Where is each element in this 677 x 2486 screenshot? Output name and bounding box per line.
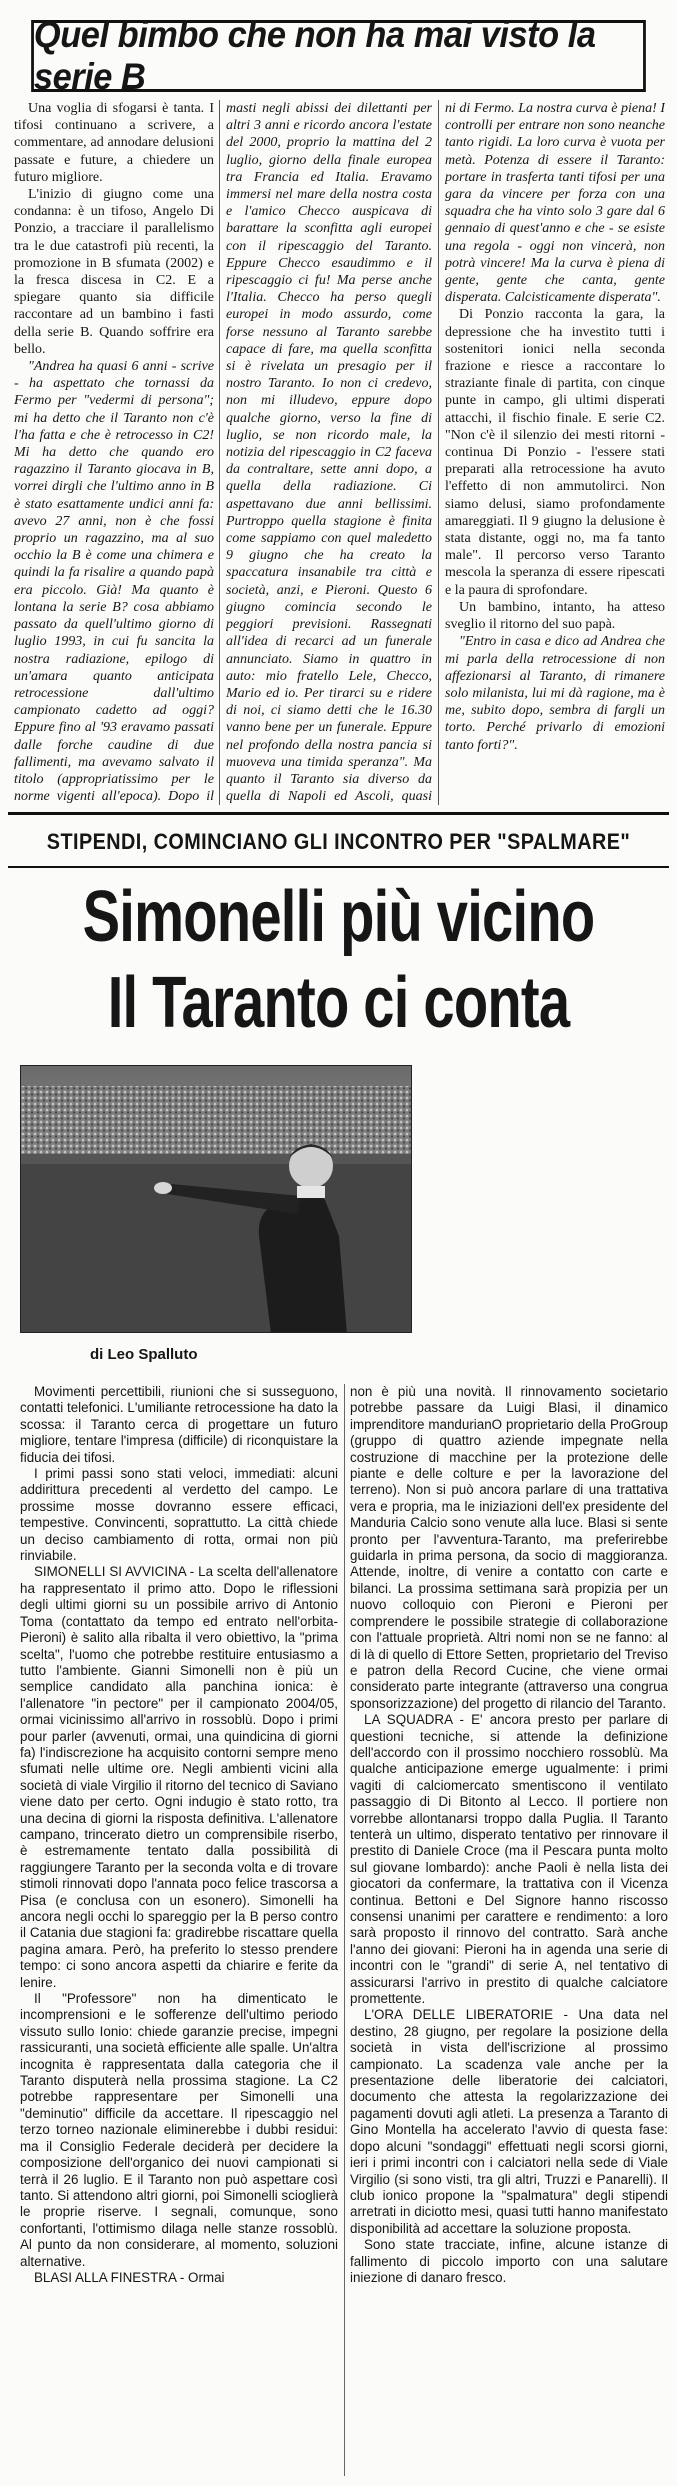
photo-coach-pointing-icon [21,1066,412,1333]
article2-headline [8,874,669,1046]
paragraph: L'ORA DELLE LIBERATORIE - Una data nel destino, 28 giugno, per regolare la posizione della società in vista dell'iscrizione al prossimo campionato. La scadenza vale anche per la presentazione delle liberatorie dei calciatori, documento che attesta la regolarizzazione dei pagamenti dovuti agli atleti. La presenza a Taranto di Gino Montella ha accelerato l'avvio di questa fase: dopo alcuni "sondaggi" effettuati negli scorsi giorni, ieri i primi incontri con i calciatori nella sede di Viale Virgilio (si sono visti, tra gli altri, Truzzi e Panarelli). Il club ionico propone la "spalmatura" degli stipendi arretrati in diciotto mesi, quasi tutti hanno manifestato disponibilità ad accettare la soluzione proposta. [350,2007,668,2236]
paragraph: Un bambino, intanto, ha atteso sveglio il ritorno del suo papà. [445,599,665,633]
byline: di Leo Spalluto [90,1346,198,1363]
headline-line-1: Simonelli più vicino [82,877,595,957]
paragraph: ni di Fermo. La nostra curva è piena! I controlli per entrare non sono neanche tanto rigidi. La loro curva è vuota per metà. Potenza di essere il Taranto: portare in trasferta tanti tifosi per una gara da vincere per forza con una squadra che ha vinto solo 3 gare dal 6 gennaio di quest'anno e che - se esiste una regola - oggi non vincerà, non potrà vincere! Ma la curva è piena di gente, gente che canta, gente disperata. Calcisticamente disperata". [445,101,665,306]
paragraph: masti negli abissi dei dilettanti per altri 3 anni e ricordo ancora l'estate del 2000, proprio la mattina del 2 luglio, giorno della finale europea tra Francia ed Italia. Eravamo immersi nel mare della nostra costa e l'amico Checco auspicava di barattare la sconfitta agli europei con il ripescaggio del Taranto. Eppure Checco esaudimmo e il ripescaggio ci fu! Ma perse anche l'Italia. Checco ha perso quegli europei in modo assurdo, come forse nessuno al Taranto sarebbe capace di fare, ma quella sconfitta si è rivelata un presagio per il nostro Taranto. Io non ci credevo, non mi illudevo, eppure dopo qualche giorno, verso la fine di luglio, se non ricordo male, la notizia del ripescaggio in C2 faceva da contraltare, sette anni dopo, a quella della radiazione. Ci aspettavano due anni bellissimi. Purtroppo quella stagione è finita come sappiamo con quel maledetto 9 giugno che ha creato la spaccatura insanabile tra città e società, anzi, e Pieroni. Questo 6 giugno comincia secondo le peggiori previsioni. Rassegnati all'idea di recarci ad un funerale annunciato. Siamo in quattro in auto: mio fratello Lele, Checco, Mario ed io. Per tirarci su e ridere di noi, ci siamo detti che le 16.30 vanno bene per un funerale. Eppure nel profondo della nostra pancia si muoveva una timida speranza". Ma quanto il Taranto sia diverso da quella di Napoli ed Ascoli, quasi [226,101,432,805]
column-divider [344,1384,345,2476]
paragraph: "Andrea ha quasi 6 anni - scrive - ha aspettato che tornassi da Fermo per "vedermi di persona"; mi ha detto che il Taranto non c'è l'ha fatta e che è retrocesso in C2! Mi ha detto che quando ero ragazzino il Taranto giocava in B, vorrei dirgli che l'ultimo anno in B è stato esattamente undici anni fa: avevo 27 anni, non è che fossi proprio un ragazzino, ma al suo occhio la B è come una chimera e quindi la fa risalire a quando papà era piccolo. Già! Ma quanto è lontana la serie B? cosa abbiamo passato da quell'ultimo giorno di luglio 1993, in cui fu sancita la nostra radiazione, epilogo di un'amara quanto anticipata retrocessione dall'ultimo campionato cadetto ad oggi? Eppure fino al '93 eravamo passati dalle forche caudine di due fallimenti, ma avevamo salvato il titolo (appropriatissimo per le norme vigenti all'epoca). Dopo il [14,359,214,805]
paragraph: non è più una novità. Il rinnovamento societario potrebbe passare da Luigi Blasi, il dinamico imprenditore mandurianO proprietario della ProGroup (gruppo di quattro aziende impegnate nella costruzione di macchine per la protezione delle piante e delle colture e per la lavorazione del terreno). Non si può ancora parlare di una trattativa vera e propria, ma le iniziazioni dell'ex presidente del Manduria Calcio sono venute alla luce. Blasi si sente pronto per l'avventura-Taranto, ma preferirebbe guidarla in prima persona, da socio di maggioranza. Attende, inoltre, di venire a contatto con carte e bilanci. La prossima settimana sarà propizia per un nuovo colloquio con Pieroni e Pieroni per comprendere le possibile strategie di collaborazione con l'attuale proprietà. Altri nomi non se ne fanno: al di là di quello di Ettore Setten, proprietario del Treviso e patron della Record Cucine, che viene ormai considerato parte integrante (attraverso una congrua sponsorizzazione) del progetto di rilancio del Taranto. [350,1384,668,1711]
column-divider [438,100,439,805]
paragraph: SIMONELLI SI AVVICINA - La scelta dell'allenatore ha rappresentato il primo atto. Dopo le riflessioni degli ultimi giorni su un possibile arrivo di Antonio Toma (contattato da tempo ed entrato nell'orbita-Pieroni) è salito alla ribalta il vero obiettivo, la "prima scelta", l'uomo che potrebbe restituire entusiasmo a tutto l'ambiente. Gianni Simonelli non è più un semplice candidato alla panchina ionica: è l'allenatore "in pectore" per il campionato 2004/05, ormai vicinissimo all'arrivo in rossoblù. Dopo i primi pour parler (avvenuti, ormai, una quindicina di giorni fa) l'indiscrezione ha acquisito contorni sempre meno sfumati nelle ultime ore. Negli ambienti vicini alla società di viale Virgilio il ritorno del tecnico di Saviano viene dato per certo. Ogni indugio è stato rotto, tra una decina di giorni la risposta definitiva. L'allenatore campano, trincerato dietro un comprensibile riserbo, è estremamente tentato dalla possibilità di raggiungere Taranto per la seconda volta e di trovare stimoli rinnovati dopo l'annata poco felice trascorsa a Pisa (e conclusa con un esonero). Simonelli ha ancora negli occhi lo spareggio per la B perso contro il Catania due stagioni fa: gradirebbe riscattare quella pagina amara. Però, ha preferito lo stesso prendere tempo: ci sono ancora aspetti da chiarire e ferite da lenire. [20,1564,338,1990]
article2-kicker: STIPENDI, COMINCIANO GLI INCONTRO PER "SPALMARE" [46,829,631,854]
paragraph: BLASI ALLA FINESTRA - Ormai [34,2269,225,2285]
paragraph: "Entro in casa e dico ad Andrea che mi parla della retrocessione di non affezionarsi al Taranto, di rimanere solo milanista, lui mi dà ragione, ma è me, subito dopo, sembra di fargli un torto. Perché privarlo di emozioni tanto forti?". [445,634,665,753]
photo-coach-pointing [20,1065,412,1333]
paragraph: Una voglia di sfogarsi è tanta. I tifosi continuano a scrivere, a commentare, ad annodare delusioni passate e future, a chiedere un futuro migliore. [14,101,214,185]
paragraph: L'inizio di giugno come una condanna: è un tifoso, Angelo Di Ponzio, a tracciare il parallelismo tra le due catastrofi più recenti, la promozione in B sfumata (2002) e la fresca discesa in C2. E a spiegare quanto sia difficile raccontare ad un bambino i fasti della serie B. Quando soffrire era bello. [14,187,214,357]
paragraph: Il "Professore" non ha dimenticato le incomprensioni e le sofferenze dell'ultimo periodo vissuto sullo Ionio: chiede garanzie precise, impegni rassicuranti, una società efficiente alle spalle. Un'altra incognita è rappresentata dalla categoria che il Taranto disputerà nella prossima stagione. La C2 potrebbe rappresentare per Simonelli una "deminutio" difficile da accettare. Il ripescaggio nel terzo torneo nazionale eliminerebbe i dubbi residui: ma il Consiglio Federale deciderà per decidere la composizione dell'organico dei nuovi campionati si terrà il 26 luglio. E il Taranto non può aspettare così tanto. Si attendono altri giorni, poi Simonelli scioglierà le proprie riserve. I segnali, comunque, sono confortanti, l'ottimismo dilaga nelle stanze rossoblù. Al punto da non considerare, al momento, soluzioni alternative. [20,1991,338,2269]
article1-column-2 [226,100,432,805]
paragraph: Sono state tracciate, infine, alcune istanze di fallimento di piccolo importo con una salutare iniezione di danaro fresco. [350,2237,668,2285]
headline-line-2: Il Taranto ci conta [107,963,570,1043]
article1-title: Quel bimbo che non ha mai visto la serie B [31,20,646,92]
column-divider [219,100,220,805]
article1-column-1 [14,100,214,805]
kicker-divider [8,866,669,868]
article2-column-1 [20,1384,338,2476]
paragraph: LA SQUADRA - E' ancora presto per parlare di questioni tecniche, si attende la definizione dell'accordo con il prossimo nocchiero rossoblù. Ma qualche anticipazione emerge ugualmente: i primi vagiti di calciomercato smentiscono il ventilato passaggio di Di Bitonto al Lecco. Il portiere non vorrebbe allontanarsi troppo dalla Puglia. Il Taranto tenterà un ultimo, disperato tentativo per rinnovare il prestito di Daniele Croce (ma il Pescara punta molto sul giovane lombardo): anche Paoli è nella lista dei giocatori da confermare, la trattativa con il Vicenza continua. Bettoni e Del Signore hanno riscosso consensi unanimi per carattere e rendimento: a loro sarà proposto il rinnovo del contratto. Sarà anche l'anno dei giovani: Pieroni ha in agenda una serie di incontri con le "grandi" di serie A, nel tentativo di assicurarsi l'arrivo in prestito di qualche calciatore promettente. [350,1712,668,2007]
paragraph: Di Ponzio racconta la gara, la depressione che ha investito tutti i sostenitori ionici nella seconda frazione e riesce a raccontare lo straziante finale di partita, con cinque punte in campo, gli ultimi disperati attacchi, il fischio finale. E serie C2. "Non c'è il silenzio dei mesti ritorni - continua Di Ponzio - l'essere stati preparati alla retrocessione ha avuto l'effetto di non ammutolirci. Non siamo delusi, siamo profondamente amareggiati. Il 9 giugno la delusione è stata distante, oggi no, ma fa tanto male". Il percorso verso Taranto mescola la speranza di essere ripescati e la paura di sprofondare. [445,307,665,598]
paragraph: I primi passi sono stati veloci, immediati: alcuni addirittura precedenti al verdetto del campo. Le prossime mosse dovranno essere efficaci, tempestive. Convincenti, soprattutto. La città chiede un deciso cambiamento di rotta, ormai non più rinviabile. [20,1466,338,1564]
article2-column-2 [350,1384,668,2476]
article1-column-3 [445,100,665,805]
section-divider [8,812,669,815]
paragraph: Movimenti percettibili, riunioni che si susseguono, contatti telefonici. L'umiliante retrocessione ha dato la scossa: il Taranto cerca di progettare un futuro migliore, tentare l'impresa (difficile) di riconquistare la fiducia dei tifosi. [20,1384,338,1465]
